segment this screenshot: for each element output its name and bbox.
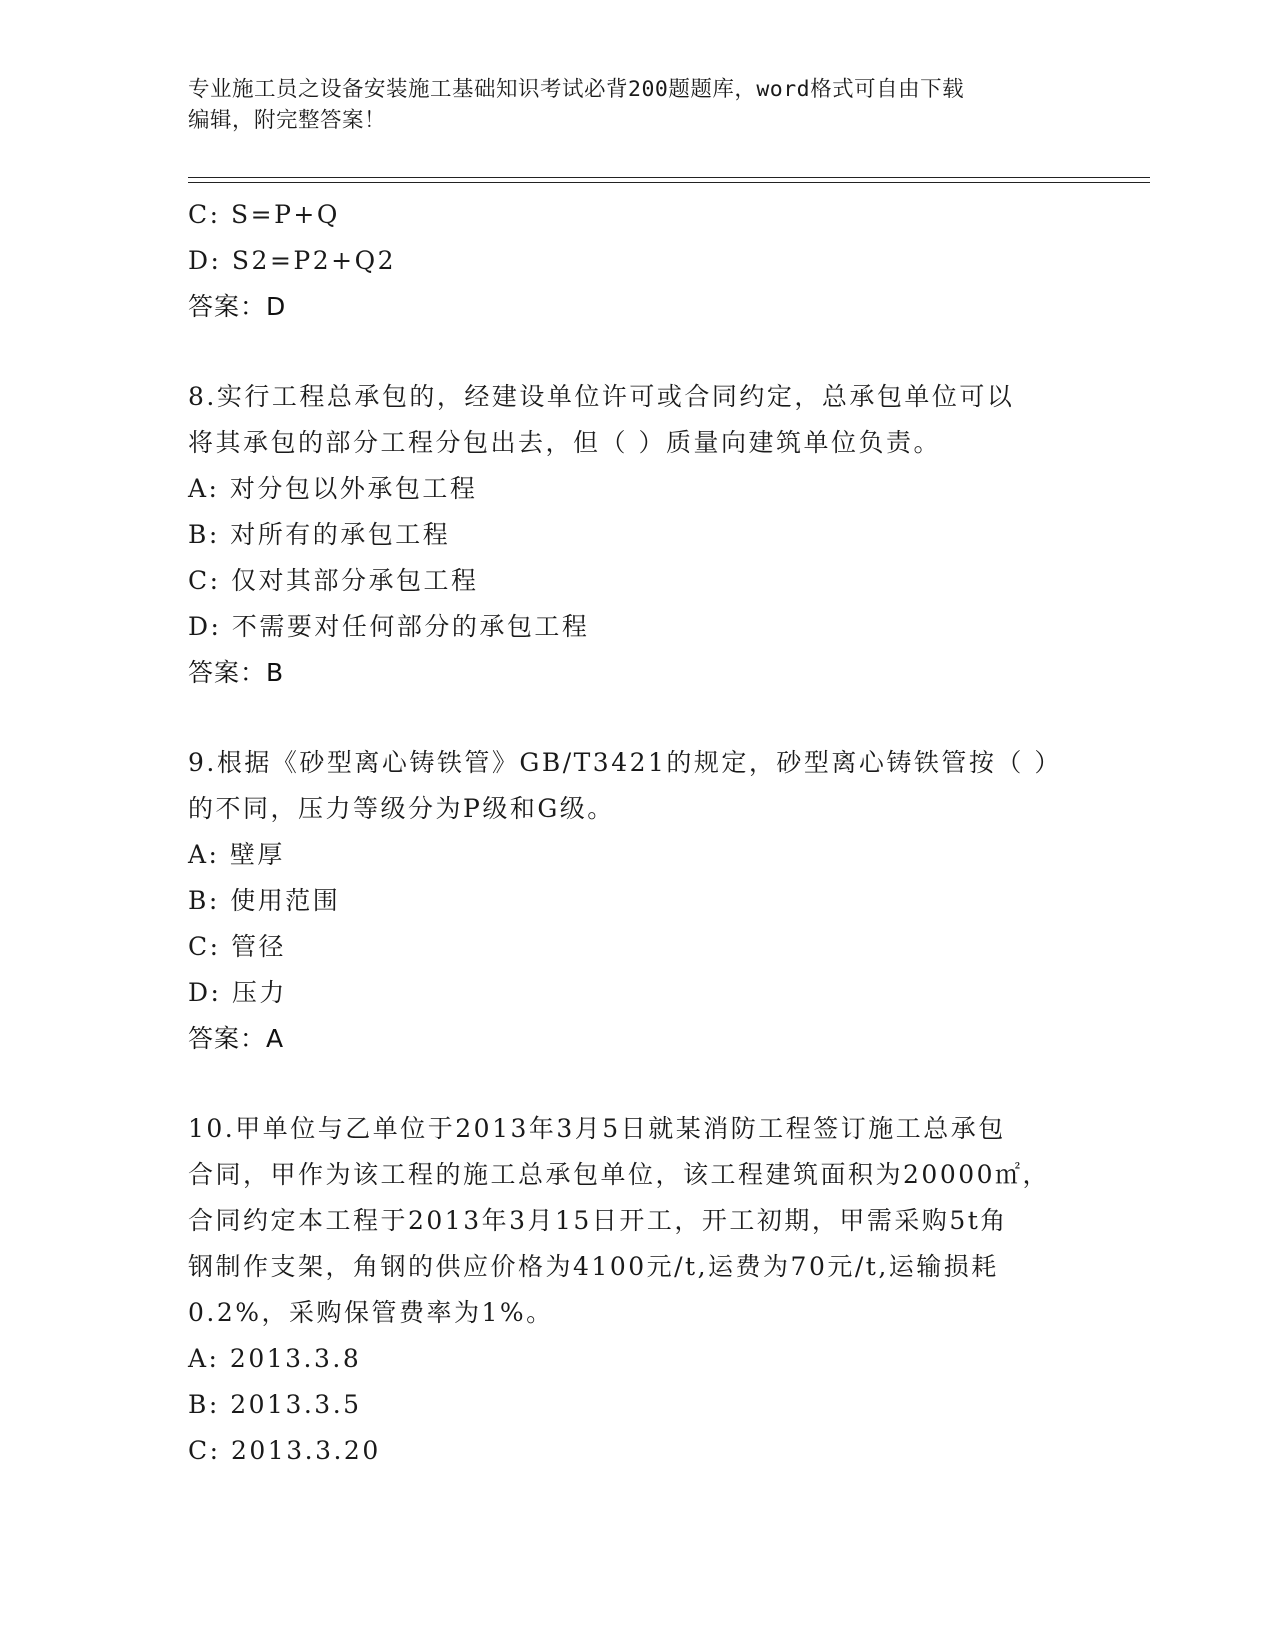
question-8: [188, 374, 1088, 696]
spacer: [188, 696, 1088, 740]
document-header: [188, 74, 1068, 136]
spacer: [188, 1062, 1088, 1106]
option-d: D: 不需要对任何部分的承包工程: [188, 612, 590, 641]
question-stem: 的不同，压力等级分为P级和G级。: [188, 794, 615, 823]
option-a: A: 2013.3.8: [188, 1344, 362, 1373]
option-a: A: 壁厚: [188, 840, 285, 869]
question-stem: 合同，甲作为该工程的施工总承包单位，该工程建筑面积为20000㎡，: [188, 1160, 1051, 1189]
question-9: [188, 740, 1088, 1062]
question-stem: 0.2%，采购保管费率为1%。: [188, 1298, 554, 1327]
header-rule-bottom: [188, 182, 1150, 183]
header-line-1: 专业施工员之设备安装施工基础知识考试必背200题题库，word格式可自由下载: [188, 77, 965, 102]
answer: 答案：A: [188, 1024, 285, 1053]
option-b: B: 对所有的承包工程: [188, 520, 451, 549]
option-b: B: 使用范围: [188, 886, 341, 915]
option-d: D: S2=P2+Q2: [188, 246, 396, 275]
option-d: D: 压力: [188, 978, 287, 1007]
spacer: [188, 330, 1088, 374]
option-c: C: S=P+Q: [188, 200, 340, 229]
option-c: C: 仅对其部分承包工程: [188, 566, 479, 595]
question-7-tail: [188, 192, 1088, 330]
option-c: C: 2013.3.20: [188, 1436, 381, 1465]
question-stem: 合同约定本工程于2013年3月15日开工，开工初期，甲需采购5t角: [188, 1206, 1008, 1235]
answer: 答案：D: [188, 292, 287, 321]
question-stem: 钢制作支架，角钢的供应价格为4100元/t,运费为70元/t,运输损耗: [188, 1252, 999, 1281]
option-a: A: 对分包以外承包工程: [188, 474, 478, 503]
option-b: B: 2013.3.5: [188, 1390, 362, 1419]
question-stem: 将其承包的部分工程分包出去，但（ ）质量向建筑单位负责。: [188, 428, 941, 457]
question-stem: 9.根据《砂型离心铸铁管》GB/T3421的规定，砂型离心铸铁管按（ ）: [188, 748, 1062, 777]
header-rule-top: [188, 177, 1150, 178]
question-stem: 10.甲单位与乙单位于2013年3月5日就某消防工程签订施工总承包: [188, 1114, 1006, 1143]
header-line-2: 编辑，附完整答案！: [188, 108, 387, 133]
answer: 答案：B: [188, 658, 285, 687]
question-stem: 8.实行工程总承包的，经建设单位许可或合同约定，总承包单位可以: [188, 382, 1015, 411]
question-list: [188, 192, 1088, 1474]
question-10: [188, 1106, 1088, 1474]
option-c: C: 管径: [188, 932, 286, 961]
